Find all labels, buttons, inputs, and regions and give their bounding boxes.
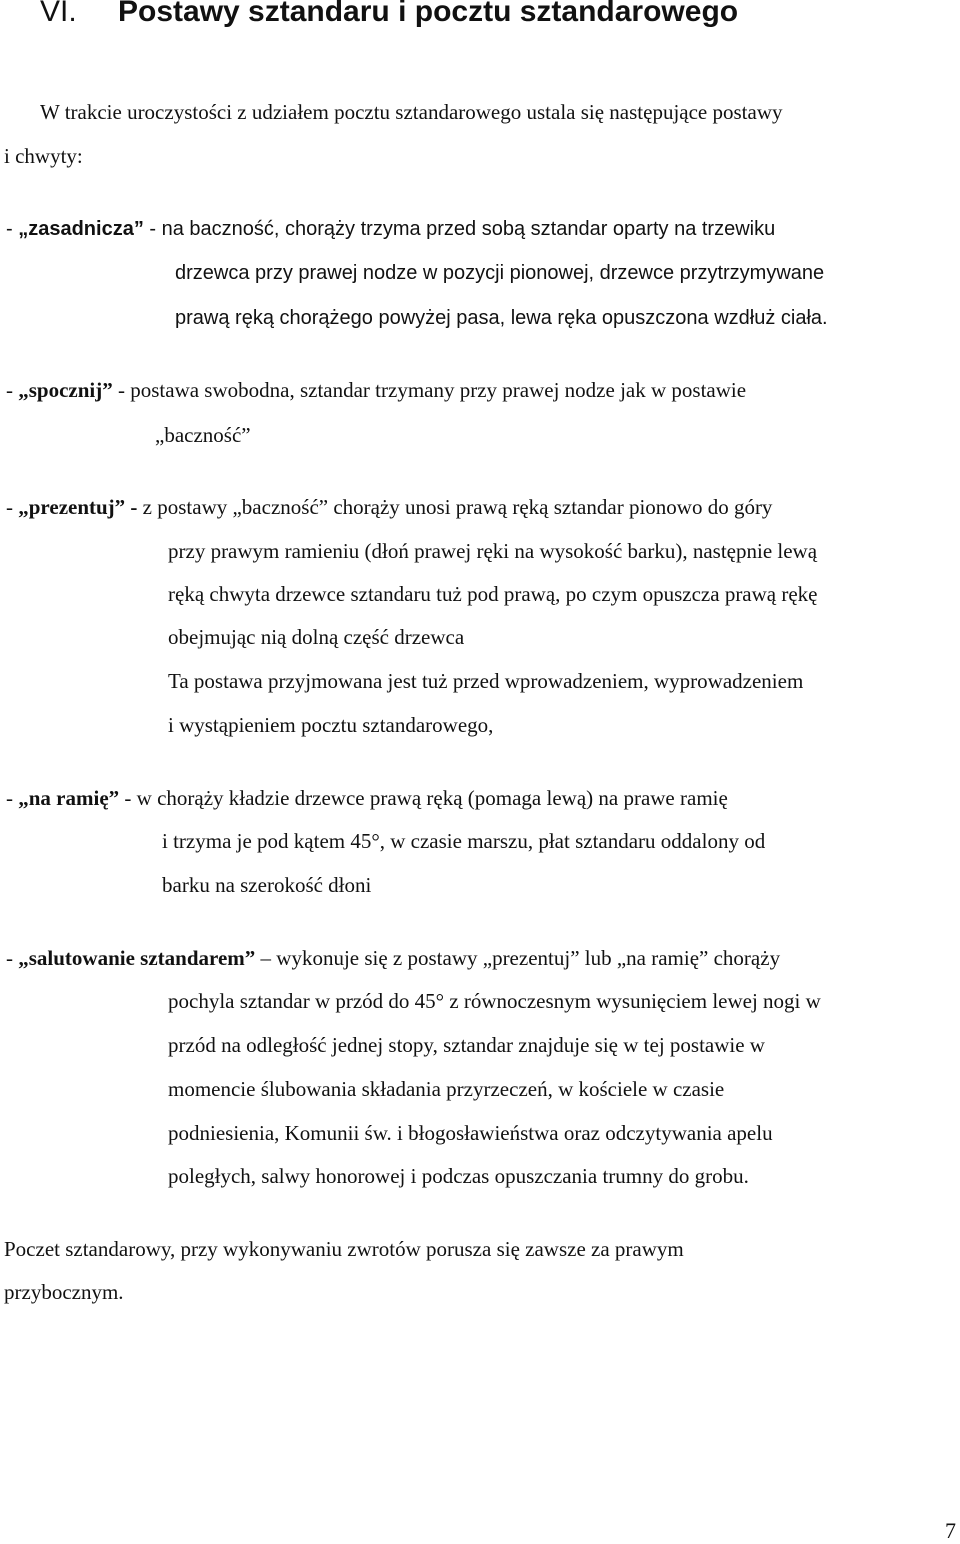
posture-spocznij-line-1: - „spocznij” - postawa swobodna, sztandar trzymany przy prawej nodze jak w postawie [6, 378, 747, 402]
posture-prezentuj-line-2: przy prawym ramieniu (dłoń prawej ręki na wysokość barku), następnie lewą [168, 539, 818, 563]
posture-term: „salutowanie sztandarem” [18, 946, 256, 970]
posture-na-ramie-line-2: i trzyma je pod kątem 45°, w czasie marszu, płat sztandaru oddalony od [162, 829, 766, 853]
intro-line-1: W trakcie uroczystości z udziałem pocztu sztandarowego ustala się następujące postawy [40, 100, 783, 124]
posture-salutowanie-line-1: - „salutowanie sztandarem” – wykonuje się z postawy „prezentuj” lub „na ramię” chorąży [6, 946, 781, 970]
posture-zasadnicza-line-2: drzewca przy prawej nodze w pozycji pionowej, drzewce przytrzymywane [175, 262, 825, 284]
posture-prezentuj-line-5: Ta postawa przyjmowana jest tuż przed wprowadzeniem, wyprowadzeniem [168, 669, 804, 693]
posture-salutowanie-line-4: momencie ślubowania składania przyrzeczeń, w kościele w czasie [168, 1077, 725, 1101]
posture-prezentuj-line-4: obejmując nią dolną część drzewca [168, 625, 465, 649]
posture-salutowanie-line-6: poległych, salwy honorowej i podczas opuszczania trumny do grobu. [168, 1164, 749, 1188]
posture-na-ramie-line-3: barku na szerokość dłoni [162, 873, 372, 897]
posture-term: „prezentuj” - [18, 495, 138, 519]
posture-prezentuj-line-3: ręką chwyta drzewce sztandaru tuż pod prawą, po czym opuszcza prawą rękę [168, 582, 818, 606]
page-number: 7 [945, 1518, 956, 1543]
section-number: VI. [40, 0, 77, 28]
posture-zasadnicza-line-3: prawą ręką chorążego powyżej pasa, lewa ręka opuszczona wzdłuż ciała. [175, 307, 828, 329]
posture-salutowanie-line-2: pochyla sztandar w przód do 45° z równoczesnym wysunięciem lewej nogi w [168, 989, 821, 1013]
posture-zasadnicza-line-1: - „zasadnicza” - na baczność, chorąży trzyma przed sobą sztandar oparty na trzewiku [6, 218, 776, 240]
closing-line-2: przybocznym. [4, 1280, 124, 1304]
posture-spocznij-line-2: „baczność” [155, 423, 251, 447]
section-heading [40, 0, 738, 30]
posture-prezentuj-line-6: i wystąpieniem pocztu sztandarowego, [168, 713, 494, 737]
posture-salutowanie-line-5: podniesienia, Komunii św. i błogosławieństwa oraz odczytywania apelu [168, 1121, 773, 1145]
posture-term: „zasadnicza” [18, 218, 144, 240]
posture-term: „spocznij” [18, 378, 113, 402]
closing-line-1: Poczet sztandarowy, przy wykonywaniu zwrotów porusza się zawsze za prawym [4, 1237, 684, 1261]
posture-term: „na ramię” [18, 786, 120, 810]
section-title: Postawy sztandaru i pocztu sztandarowego [118, 0, 739, 28]
posture-prezentuj-line-1: - „prezentuj” - z postawy „baczność” chorąży unosi prawą ręką sztandar pionowo do góry [6, 495, 773, 519]
intro-line-2: i chwyty: [4, 144, 83, 168]
posture-na-ramie-line-1: - „na ramię” - w chorąży kładzie drzewce prawą ręką (pomaga lewą) na prawe ramię [6, 786, 728, 810]
posture-salutowanie-line-3: przód na odległość jednej stopy, sztandar znajduje się w tej postawie w [168, 1033, 765, 1057]
